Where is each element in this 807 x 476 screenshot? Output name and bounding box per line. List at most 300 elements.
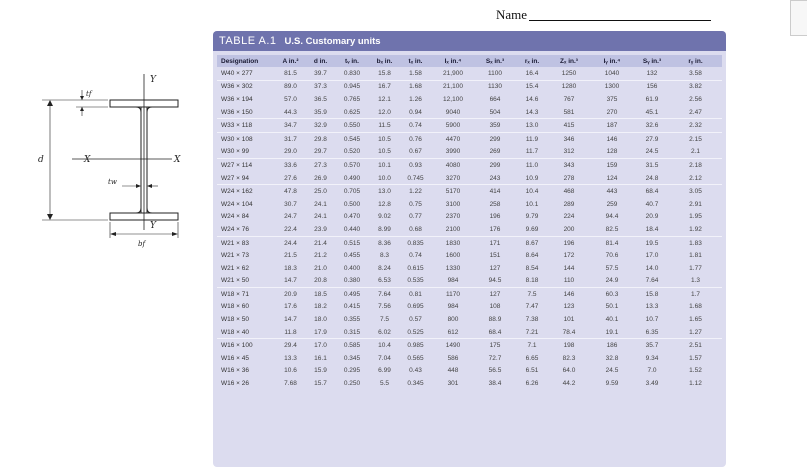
value-cell: 35.7 xyxy=(635,339,669,352)
value-cell: 10.7 xyxy=(645,316,659,324)
table-row xyxy=(217,288,722,301)
value-cell: 20.9 xyxy=(645,213,659,221)
value-cell: 1490 xyxy=(431,339,475,352)
value-cell: 984 xyxy=(447,277,459,285)
table-number: TABLE A.1 xyxy=(219,35,277,47)
value-cell: 7.04 xyxy=(378,354,391,362)
value-cell: 3.58 xyxy=(689,69,702,77)
value-cell: 11.5 xyxy=(369,119,400,133)
designation-cell: W18 × 50 xyxy=(221,316,250,324)
column-header: tₓ in. xyxy=(400,55,431,67)
value-cell: 6.35 xyxy=(645,328,659,336)
value-cell: 0.585 xyxy=(335,339,369,352)
value-cell: 0.515 xyxy=(335,236,369,249)
value-cell: 12.8 xyxy=(378,200,391,208)
value-cell: 0.695 xyxy=(407,303,424,311)
value-cell: 132 xyxy=(646,69,658,77)
value-cell: 359 xyxy=(475,119,515,133)
value-cell: 29.0 xyxy=(284,148,297,156)
value-cell: 270 xyxy=(606,108,618,116)
value-cell: 0.535 xyxy=(407,277,424,285)
table-row xyxy=(217,326,722,339)
name-field xyxy=(496,7,711,23)
value-cell: 0.945 xyxy=(335,80,369,93)
value-cell: 110 xyxy=(563,277,575,285)
value-cell: 3990 xyxy=(445,148,461,156)
value-cell: 0.835 xyxy=(400,236,431,249)
value-cell: 2.1 xyxy=(690,148,701,156)
value-cell: 664 xyxy=(489,95,501,103)
value-cell: 1.65 xyxy=(689,316,702,324)
value-cell: 0.550 xyxy=(335,119,369,133)
value-cell: 24.9 xyxy=(605,277,619,285)
table-row xyxy=(217,198,722,211)
value-cell: 40.7 xyxy=(645,200,659,208)
designation-cell: W18 × 60 xyxy=(221,303,250,311)
value-cell: 0.415 xyxy=(343,303,361,311)
value-cell: 7.21 xyxy=(525,328,539,336)
value-cell: 5900 xyxy=(431,119,475,133)
value-cell: 984 xyxy=(447,303,459,311)
value-cell: 0.470 xyxy=(343,213,361,221)
value-cell: 0.250 xyxy=(343,380,361,388)
value-cell: 159 xyxy=(589,159,635,172)
value-cell: 13.0 xyxy=(515,119,549,133)
value-cell: 172 xyxy=(563,252,575,260)
value-cell: 21.4 xyxy=(306,236,335,249)
value-cell: 0.94 xyxy=(409,108,422,116)
designation-cell: W27 × 114 xyxy=(217,159,275,172)
value-cell: 0.81 xyxy=(400,288,431,301)
value-cell: 1.12 xyxy=(689,380,702,388)
value-cell: 19.5 xyxy=(635,236,669,249)
value-cell: 32.9 xyxy=(306,119,335,133)
value-cell: 2.51 xyxy=(669,339,722,352)
tw-label: tw xyxy=(108,178,117,186)
value-cell: 6.51 xyxy=(525,367,539,375)
value-cell: 0.74 xyxy=(409,252,422,260)
value-cell: 5170 xyxy=(431,185,475,198)
value-cell: 13.3 xyxy=(284,354,297,362)
designation-cell: W27 × 94 xyxy=(221,174,250,182)
designation-cell: W36 × 302 xyxy=(217,80,275,93)
value-cell: 17.9 xyxy=(314,328,327,336)
value-cell: 8.99 xyxy=(378,225,391,233)
value-cell: 0.705 xyxy=(335,185,369,198)
table-row xyxy=(217,185,722,198)
value-cell: 1.68 xyxy=(689,303,702,311)
value-cell: 89.0 xyxy=(275,80,306,93)
properties-table-card xyxy=(213,31,726,467)
x-right-label: X xyxy=(174,155,181,165)
value-cell: 17.0 xyxy=(645,252,659,260)
value-cell: 27.9 xyxy=(635,132,669,145)
value-cell: 2.12 xyxy=(689,174,702,182)
value-cell: 9.69 xyxy=(525,225,539,233)
value-cell: 14.7 xyxy=(284,277,297,285)
value-cell: 3.05 xyxy=(669,185,722,198)
table-row xyxy=(217,262,722,275)
value-cell: 34.7 xyxy=(275,119,306,133)
value-cell: 7.64 xyxy=(369,288,400,301)
value-cell: 346 xyxy=(549,132,589,145)
value-cell: 243 xyxy=(489,174,501,182)
value-cell: 800 xyxy=(447,316,459,324)
value-cell: 176 xyxy=(489,225,501,233)
designation-cell: W36 × 150 xyxy=(221,108,253,116)
value-cell: 0.765 xyxy=(343,95,361,103)
value-cell: 1.52 xyxy=(689,367,702,375)
value-cell: 0.345 xyxy=(407,380,424,388)
value-cell: 47.8 xyxy=(275,185,306,198)
value-cell: 0.745 xyxy=(407,174,424,182)
value-cell: 5.5 xyxy=(379,380,390,388)
value-cell: 21.2 xyxy=(314,252,327,260)
y-bottom-label: Y xyxy=(150,221,156,231)
value-cell: 24.1 xyxy=(314,213,327,221)
designation-cell: W16 × 36 xyxy=(221,367,250,375)
designation-cell: W30 × 99 xyxy=(221,148,250,156)
value-cell: 0.525 xyxy=(407,328,424,336)
designation-cell: W24 × 104 xyxy=(221,200,253,208)
value-cell: 1600 xyxy=(445,252,461,260)
value-cell: 33.6 xyxy=(275,159,306,172)
value-cell: 21.0 xyxy=(314,264,327,272)
value-cell: 144 xyxy=(563,264,575,272)
value-cell: 581 xyxy=(563,108,575,116)
value-cell: 31.7 xyxy=(275,132,306,145)
value-cell: 123 xyxy=(563,303,575,311)
value-cell: 18.2 xyxy=(314,303,327,311)
value-cell: 36.5 xyxy=(314,95,327,103)
value-cell: 2.18 xyxy=(669,159,722,172)
column-header: A in.² xyxy=(275,55,306,67)
value-cell: 7.64 xyxy=(645,277,659,285)
value-cell: 14.7 xyxy=(284,316,297,324)
value-cell: 64.0 xyxy=(562,367,576,375)
value-cell: 767 xyxy=(563,95,575,103)
value-cell: 4080 xyxy=(431,159,475,172)
value-cell: 0.355 xyxy=(343,316,361,324)
column-header: Sᵧ in.³ xyxy=(635,55,669,67)
column-header: Iᵧ in.⁴ xyxy=(589,55,635,67)
value-cell: 8.36 xyxy=(369,236,400,249)
value-cell: 1100 xyxy=(488,69,502,77)
value-cell: 0.345 xyxy=(343,354,361,362)
value-cell: 1.68 xyxy=(400,80,431,93)
value-cell: 10.9 xyxy=(525,174,539,182)
designation-cell: W16 × 26 xyxy=(221,380,250,388)
value-cell: 24.5 xyxy=(645,148,659,156)
column-header: Sₓ in.³ xyxy=(475,55,515,67)
value-cell: 1.58 xyxy=(409,69,422,77)
value-cell: 10.4 xyxy=(369,339,400,352)
value-cell: 0.545 xyxy=(335,132,369,145)
value-cell: 312 xyxy=(563,148,575,156)
value-cell: 12.1 xyxy=(378,95,391,103)
bf-label: bf xyxy=(138,240,146,248)
value-cell: 82.3 xyxy=(562,354,576,362)
name-label: Name xyxy=(496,7,528,22)
value-cell: 278 xyxy=(563,174,575,182)
value-cell: 101 xyxy=(563,316,575,324)
designation-cell: W18 × 71 xyxy=(217,288,275,301)
value-cell: 146 xyxy=(549,288,589,301)
value-cell: 443 xyxy=(589,185,635,198)
value-cell: 0.570 xyxy=(335,159,369,172)
value-cell: 375 xyxy=(606,95,618,103)
value-cell: 12,100 xyxy=(443,95,463,103)
value-cell: 414 xyxy=(475,185,515,198)
value-cell: 24.5 xyxy=(605,367,619,375)
value-cell: 19.1 xyxy=(605,328,619,336)
value-cell: 0.74 xyxy=(400,119,431,133)
value-cell: 0.75 xyxy=(409,200,422,208)
value-cell: 186 xyxy=(589,339,635,352)
value-cell: 2.15 xyxy=(669,132,722,145)
value-cell: 343 xyxy=(549,159,589,172)
d-label: d xyxy=(38,155,44,165)
value-cell: 16.4 xyxy=(525,69,539,77)
value-cell: 18.3 xyxy=(284,264,297,272)
value-cell: 21.5 xyxy=(284,252,297,260)
value-cell: 72.7 xyxy=(488,354,502,362)
value-cell: 3100 xyxy=(445,200,461,208)
value-cell: 21,100 xyxy=(431,80,475,93)
designation-cell: W24 × 76 xyxy=(221,225,250,233)
value-cell: 68.4 xyxy=(488,328,502,336)
value-cell: 586 xyxy=(447,354,459,362)
value-cell: 8.18 xyxy=(525,277,539,285)
value-cell: 29.8 xyxy=(306,132,335,145)
value-cell: 3.82 xyxy=(669,80,722,93)
value-cell: 16.7 xyxy=(369,80,400,93)
value-cell: 6.99 xyxy=(378,367,391,375)
value-cell: 60.3 xyxy=(589,288,635,301)
value-cell: 14.0 xyxy=(645,264,659,272)
table-row xyxy=(217,275,722,288)
value-cell: 128 xyxy=(606,148,618,156)
value-cell: 15.9 xyxy=(314,367,327,375)
value-cell: 57.0 xyxy=(284,95,297,103)
value-cell: 1330 xyxy=(445,264,461,272)
table-row xyxy=(217,172,722,185)
value-cell: 14.3 xyxy=(525,108,539,116)
table-row xyxy=(217,339,722,352)
value-cell: 15.4 xyxy=(515,80,549,93)
value-cell: 15.8 xyxy=(635,288,669,301)
y-top-label: Y xyxy=(150,75,156,85)
value-cell: 127 xyxy=(475,288,515,301)
value-cell: 81.4 xyxy=(589,236,635,249)
value-cell: 1.77 xyxy=(689,264,702,272)
value-cell: 301 xyxy=(447,380,459,388)
value-cell: 1.57 xyxy=(689,354,702,362)
value-cell: 6.65 xyxy=(525,354,539,362)
table-header xyxy=(213,31,726,51)
value-cell: 175 xyxy=(475,339,515,352)
designation-cell: W16 × 100 xyxy=(217,339,275,352)
table-title: U.S. Customary units xyxy=(284,35,381,47)
value-cell: 20.8 xyxy=(314,277,327,285)
value-cell: 26.9 xyxy=(314,174,327,182)
value-cell: 108 xyxy=(489,303,501,311)
value-cell: 29.7 xyxy=(314,148,327,156)
value-cell: 18.5 xyxy=(306,288,335,301)
value-cell: 0.520 xyxy=(343,148,361,156)
table-row xyxy=(217,119,722,133)
value-cell: 171 xyxy=(475,236,515,249)
value-cell: 18.0 xyxy=(314,316,327,324)
table-row xyxy=(217,249,722,262)
value-cell: 16.1 xyxy=(314,354,327,362)
value-cell: 24.8 xyxy=(645,174,659,182)
value-cell: 8.54 xyxy=(525,264,539,272)
value-cell: 612 xyxy=(447,328,459,336)
value-cell: 0.625 xyxy=(343,108,361,116)
value-cell: 18.4 xyxy=(645,225,659,233)
value-cell: 0.490 xyxy=(343,174,361,182)
value-cell: 1.92 xyxy=(689,225,702,233)
value-cell: 0.57 xyxy=(409,316,422,324)
value-cell: 24.1 xyxy=(314,200,327,208)
value-cell: 0.295 xyxy=(343,367,361,375)
value-cell: 1.27 xyxy=(689,328,702,336)
value-cell: 504 xyxy=(489,108,501,116)
value-cell: 1040 xyxy=(604,69,620,77)
table-row xyxy=(217,146,722,159)
table-row xyxy=(217,106,722,119)
column-header: tᵥ in. xyxy=(335,55,369,67)
value-cell: 156 xyxy=(635,80,669,93)
value-cell: 12.0 xyxy=(378,108,391,116)
value-cell: 8.67 xyxy=(515,236,549,249)
table-row xyxy=(217,236,722,249)
table-row xyxy=(217,211,722,224)
value-cell: 21,900 xyxy=(443,69,463,77)
value-cell: 4470 xyxy=(431,132,475,145)
value-cell: 151 xyxy=(489,252,501,260)
value-cell: 6.53 xyxy=(378,277,391,285)
table-row xyxy=(217,313,722,326)
value-cell: 44.2 xyxy=(562,380,576,388)
value-cell: 27.6 xyxy=(284,174,297,182)
value-cell: 78.4 xyxy=(562,328,576,336)
column-header: d in. xyxy=(306,55,335,67)
value-cell: 0.380 xyxy=(343,277,361,285)
value-cell: 6.26 xyxy=(525,380,539,388)
value-cell: 30.7 xyxy=(284,200,297,208)
value-cell: 44.3 xyxy=(284,108,297,116)
value-cell: 2.32 xyxy=(669,119,722,133)
value-cell: 15.7 xyxy=(314,380,327,388)
value-cell: 200 xyxy=(563,225,575,233)
value-cell: 1130 xyxy=(475,80,515,93)
designation-cell: W36 × 194 xyxy=(221,95,253,103)
value-cell: 299 xyxy=(475,159,515,172)
value-cell: 7.5 xyxy=(379,316,390,324)
value-cell: 0.93 xyxy=(400,159,431,172)
value-cell: 81.5 xyxy=(284,69,297,77)
value-cell: 82.5 xyxy=(605,225,619,233)
value-cell: 17.6 xyxy=(284,303,297,311)
table-row xyxy=(217,67,722,80)
value-cell: 24.7 xyxy=(284,213,297,221)
table-row xyxy=(217,80,722,93)
value-cell: 146 xyxy=(589,132,635,145)
value-cell: 39.7 xyxy=(314,69,327,77)
value-cell: 1.26 xyxy=(409,95,422,103)
value-cell: 196 xyxy=(549,236,589,249)
value-cell: 7.56 xyxy=(378,303,391,311)
value-cell: 1.83 xyxy=(669,236,722,249)
table-row xyxy=(217,301,722,314)
table-row xyxy=(217,365,722,378)
value-cell: 0.76 xyxy=(400,132,431,145)
value-cell: 56.5 xyxy=(488,367,502,375)
value-cell: 7.1 xyxy=(515,339,549,352)
value-cell: 94.4 xyxy=(605,213,619,221)
designation-cell: W40 × 277 xyxy=(221,69,253,77)
value-cell: 1.95 xyxy=(689,213,702,221)
value-cell: 37.3 xyxy=(306,80,335,93)
designation-cell: W30 × 108 xyxy=(217,132,275,145)
x-left-label: X xyxy=(84,155,91,165)
table-row xyxy=(217,223,722,236)
table-row xyxy=(217,159,722,172)
value-cell: 88.9 xyxy=(488,316,502,324)
section-properties-table xyxy=(217,55,722,390)
value-cell: 11.9 xyxy=(515,132,549,145)
value-cell: 415 xyxy=(549,119,589,133)
value-cell: 258 xyxy=(489,200,501,208)
value-cell: 29.4 xyxy=(275,339,306,352)
value-cell: 9.02 xyxy=(378,213,391,221)
value-cell: 13.3 xyxy=(645,303,659,311)
value-cell: 45.1 xyxy=(645,108,659,116)
value-cell: 20.9 xyxy=(275,288,306,301)
designation-cell: W16 × 45 xyxy=(221,354,250,362)
value-cell: 68.4 xyxy=(635,185,669,198)
designation-cell: W33 × 118 xyxy=(217,119,275,133)
value-cell: 10.1 xyxy=(525,200,539,208)
value-cell: 11.7 xyxy=(525,148,539,156)
column-header: Iₓ in.⁴ xyxy=(431,55,475,67)
value-cell: 25.0 xyxy=(306,185,335,198)
value-cell: 259 xyxy=(606,200,618,208)
value-cell: 11.0 xyxy=(515,159,549,172)
value-cell: 269 xyxy=(489,148,501,156)
value-cell: 2.91 xyxy=(689,200,702,208)
table-row xyxy=(217,132,722,145)
column-header: Zₓ in.³ xyxy=(549,55,589,67)
value-cell: 0.615 xyxy=(407,264,424,272)
value-cell: 0.985 xyxy=(400,339,431,352)
value-cell: 6.02 xyxy=(378,328,391,336)
value-cell: 224 xyxy=(563,213,575,221)
value-cell: 0.495 xyxy=(335,288,369,301)
tf-label: tf xyxy=(86,90,92,98)
value-cell: 9.59 xyxy=(605,380,619,388)
value-cell: 40.1 xyxy=(605,316,619,324)
designation-cell: W24 × 84 xyxy=(221,213,250,221)
value-cell: 61.9 xyxy=(645,95,659,103)
value-cell: 1.7 xyxy=(669,288,722,301)
value-cell: 38.4 xyxy=(488,380,502,388)
scroll-tab[interactable] xyxy=(790,0,807,36)
value-cell: 0.67 xyxy=(409,148,422,156)
value-cell: 10.1 xyxy=(369,159,400,172)
